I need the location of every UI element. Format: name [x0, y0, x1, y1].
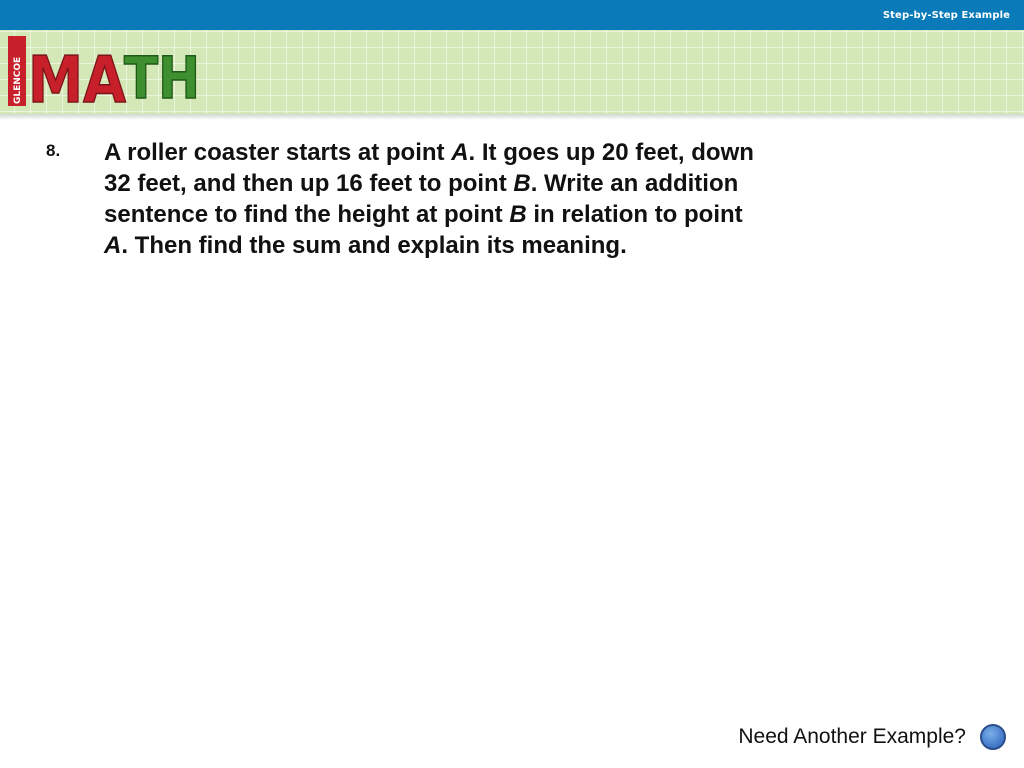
logo-math-green: TH — [124, 44, 200, 112]
math-logo — [6, 32, 206, 112]
question-text-part: in relation to point — [526, 201, 743, 228]
question-text-part: . Then find the sum and explain its meaning. — [121, 232, 627, 259]
logo-math-red: MA — [28, 44, 127, 112]
point-a-label: A — [104, 232, 122, 259]
question-text-part: . Write an addition sentence to find the height at point — [104, 170, 739, 228]
question-text — [104, 137, 764, 261]
header-divider — [0, 114, 1024, 120]
next-example-button[interactable] — [980, 724, 1006, 750]
logo-side-text: GLENCOE — [13, 56, 23, 104]
point-a-label: A — [451, 139, 469, 166]
point-b-label: B — [513, 170, 531, 197]
question-text-part: A roller coaster starts at point — [104, 139, 452, 166]
point-b-label: B — [509, 201, 527, 228]
top-bar — [0, 0, 1024, 30]
need-another-example-link[interactable]: Need Another Example? — [738, 725, 966, 748]
section-label: Step-by-Step Example — [882, 10, 1010, 21]
question-number: 8. — [46, 141, 61, 160]
question-text-part: . It goes up 20 feet, down 32 feet, and then up 16 feet to point — [104, 139, 754, 197]
